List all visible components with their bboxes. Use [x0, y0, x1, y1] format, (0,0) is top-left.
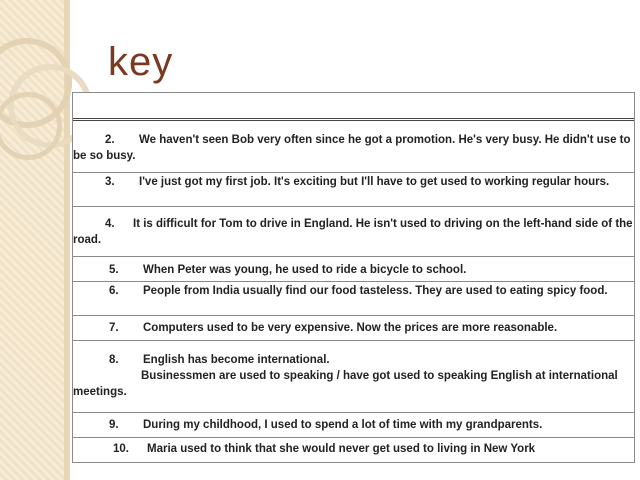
answer-text: When Peter was young, he used to ride a bicycle to school. — [143, 264, 467, 276]
answer-text: It is difficult for Tom to drive in England. He isn't used to driving on the left-hand side of the road. — [73, 218, 633, 246]
answer-number: 6. — [109, 285, 119, 297]
slide-title: key — [108, 40, 174, 84]
answer-number: 3. — [105, 176, 115, 188]
answer-number: 9. — [109, 419, 119, 431]
answer-text: I've just got my first job. It's exciting but I'll have to get used to working regular hours. — [139, 176, 610, 188]
answer-text: Maria used to think that she would never get used to living in New York — [147, 443, 536, 455]
answer-row-6 — [73, 282, 634, 316]
answer-number: 8. — [109, 354, 119, 366]
answer-number: 10. — [113, 443, 129, 455]
answer-text: People from India usually find our food tasteless. They are used to eating spicy food. — [143, 285, 608, 297]
answer-number: 5. — [109, 264, 119, 276]
answer-row-9 — [73, 413, 634, 438]
answer-row-8 — [73, 341, 634, 413]
answer-row-5 — [73, 257, 634, 282]
answer-row-3 — [73, 173, 634, 207]
answer-text: During my childhood, I used to spend a lot of time with my grandparents. — [143, 419, 543, 431]
answer-row-10 — [73, 438, 634, 462]
answer-text: Computers used to be very expensive. Now the prices are more reasonable. — [143, 322, 558, 334]
answer-row-2 — [73, 121, 634, 173]
answer-row-7 — [73, 316, 634, 341]
answer-text: We haven't seen Bob very often since he got a promotion. He's very busy. He didn't use to be so busy. — [73, 134, 631, 162]
answer-text: English has become international. — [143, 354, 330, 366]
answer-text-continued: Businessmen are used to speaking / have got used to speaking English at international meetings. — [73, 370, 618, 398]
answer-key-table — [72, 92, 635, 463]
answer-number: 2. — [105, 134, 115, 146]
answer-number: 7. — [109, 322, 119, 334]
answer-row-4 — [73, 207, 634, 257]
answer-number: 4. — [105, 218, 115, 230]
table-header-row — [73, 93, 634, 121]
